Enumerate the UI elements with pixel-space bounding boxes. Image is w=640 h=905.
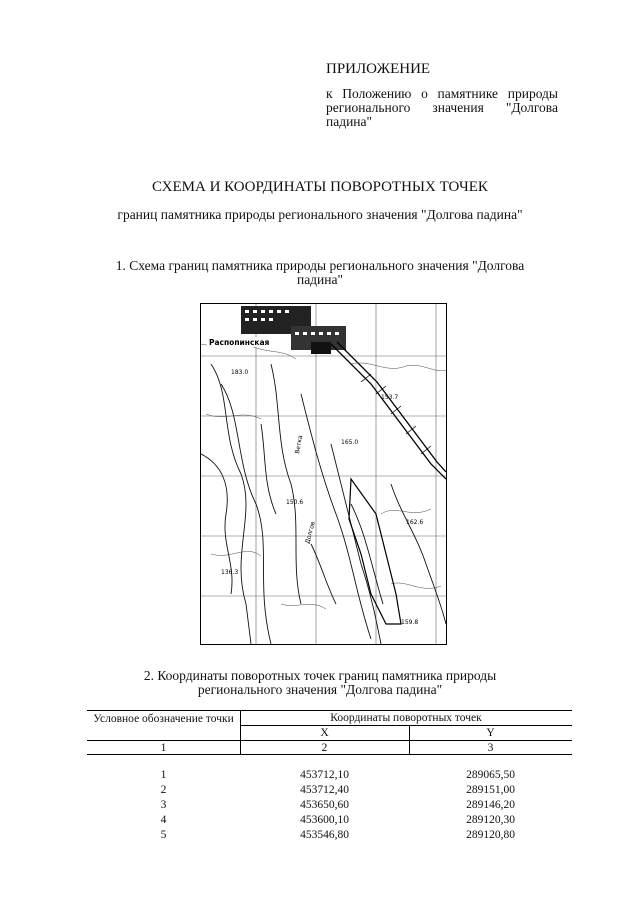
- map-label: 150.6: [286, 499, 304, 506]
- point-cell: 2: [160, 784, 167, 796]
- y-cell: 289146,20: [466, 799, 515, 811]
- map-label: Долгов: [304, 520, 317, 545]
- appendix-reference: к Положению о памятнике природы регионального значения "Долгова падина": [326, 86, 558, 129]
- section-2-heading: 2. Координаты поворотных точек границ памятника природы регионального значения "Долгова падина": [143, 668, 497, 697]
- x-cell: 453712,10: [300, 769, 349, 781]
- x-cell: 453546,80: [300, 829, 349, 841]
- header-point-designation: Условное обозначение точки: [93, 713, 234, 725]
- column-number: 2: [321, 742, 328, 754]
- section-1-heading: 1. Схема границ памятника природы регионального значения "Долгова падина": [115, 258, 525, 287]
- table-rule: [240, 725, 572, 726]
- table-rule: [87, 754, 572, 755]
- point-cell: 1: [160, 769, 167, 781]
- monument-boundary: [349, 479, 401, 624]
- y-cell: 289120,30: [466, 814, 515, 826]
- x-cell: 453600,10: [300, 814, 349, 826]
- map-labels: [207, 337, 423, 626]
- document-subtitle: границ памятника природы регионального значения "Долгова падина": [117, 207, 523, 222]
- header-x: X: [320, 727, 329, 739]
- point-cell: 5: [160, 829, 167, 841]
- map-label: 162.6: [406, 519, 424, 526]
- table-rule: [87, 740, 572, 741]
- header-coordinates: Координаты поворотных точек: [330, 712, 482, 724]
- y-cell: 289120,80: [466, 829, 515, 841]
- map-label: 159.8: [401, 619, 419, 626]
- point-cell: 4: [160, 814, 167, 826]
- map-label: 183.0: [231, 369, 249, 376]
- settlement-label: Распопинская: [209, 338, 270, 347]
- map-label: 136.3: [221, 569, 239, 576]
- header-y: Y: [486, 727, 495, 739]
- y-cell: 289065,50: [466, 769, 515, 781]
- document-title: СХЕМА И КООРДИНАТЫ ПОВОРОТНЫХ ТОЧЕК: [152, 179, 488, 195]
- railway-line: [331, 342, 446, 479]
- x-cell: 453650,60: [300, 799, 349, 811]
- x-cell: 453712,40: [300, 784, 349, 796]
- y-cell: 289151,00: [466, 784, 515, 796]
- map-label: 153.7: [381, 394, 399, 401]
- point-cell: 3: [160, 799, 167, 811]
- table-rule: [87, 710, 572, 711]
- map-grid: [201, 304, 446, 644]
- map-drawing: [201, 304, 446, 644]
- ravines: [201, 364, 446, 644]
- boundary-scheme-map: [200, 303, 447, 645]
- column-number: 1: [160, 742, 167, 754]
- map-label: Ветка: [294, 434, 305, 455]
- column-number: 3: [487, 742, 494, 754]
- appendix-title: ПРИЛОЖЕНИЕ: [326, 61, 431, 77]
- map-label: 165.0: [341, 439, 359, 446]
